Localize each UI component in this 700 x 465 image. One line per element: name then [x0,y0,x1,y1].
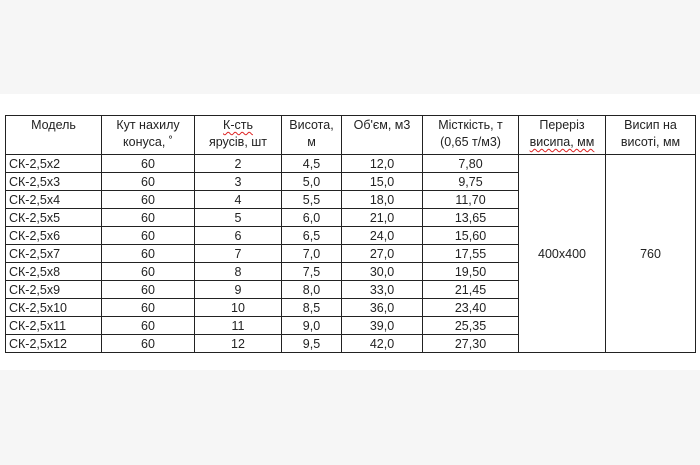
cell-height: 6,0 [282,209,342,227]
cell-height: 7,0 [282,245,342,263]
header-volume: Об'єм, м3 [342,116,423,155]
cell-tiers: 8 [195,263,282,281]
cell-volume: 36,0 [342,299,423,317]
cell-angle: 60 [102,245,195,263]
table-body [6,155,696,353]
cell-volume: 39,0 [342,317,423,335]
cell-model: СК-2,5х5 [6,209,102,227]
cell-volume: 15,0 [342,173,423,191]
cell-angle: 60 [102,227,195,245]
cell-volume: 24,0 [342,227,423,245]
cell-height: 9,5 [282,335,342,353]
cell-angle: 60 [102,191,195,209]
cell-volume: 12,0 [342,155,423,173]
cell-capacity: 9,75 [423,173,519,191]
cell-volume: 42,0 [342,335,423,353]
cell-angle: 60 [102,209,195,227]
cell-capacity: 13,65 [423,209,519,227]
cell-height: 5,0 [282,173,342,191]
cell-tiers: 3 [195,173,282,191]
cell-tiers: 2 [195,155,282,173]
cell-angle: 60 [102,317,195,335]
cell-section-merged: 400х400 [519,155,606,353]
cell-capacity: 23,40 [423,299,519,317]
cell-volume: 27,0 [342,245,423,263]
cell-model: СК-2,5х10 [6,299,102,317]
header-tiers: К-сть ярусів, шт [195,116,282,155]
cell-model: СК-2,5х4 [6,191,102,209]
cell-capacity: 17,55 [423,245,519,263]
cell-model: СК-2,5х9 [6,281,102,299]
header-model: Модель [6,116,102,155]
document-page [0,94,700,370]
cell-height: 8,0 [282,281,342,299]
header-row [6,116,696,155]
cell-capacity: 27,30 [423,335,519,353]
cell-capacity: 11,70 [423,191,519,209]
cell-model: СК-2,5х6 [6,227,102,245]
cell-capacity: 19,50 [423,263,519,281]
cell-capacity: 21,45 [423,281,519,299]
cell-volume: 18,0 [342,191,423,209]
cell-tiers: 12 [195,335,282,353]
header-height: Висота, м [282,116,342,155]
cell-tiers: 4 [195,191,282,209]
cell-outlet-merged: 760 [606,155,696,353]
cell-tiers: 6 [195,227,282,245]
header-section: Переріз висипа, мм [519,116,606,155]
cell-model: СК-2,5х8 [6,263,102,281]
silo-spec-table [5,115,696,353]
cell-model: СК-2,5х11 [6,317,102,335]
cell-capacity: 7,80 [423,155,519,173]
cell-angle: 60 [102,299,195,317]
cell-volume: 30,0 [342,263,423,281]
header-angle: Кут нахилу конуса, ˚ [102,116,195,155]
cell-capacity: 25,35 [423,317,519,335]
cell-volume: 21,0 [342,209,423,227]
cell-tiers: 7 [195,245,282,263]
cell-tiers: 5 [195,209,282,227]
cell-height: 4,5 [282,155,342,173]
cell-model: СК-2,5х2 [6,155,102,173]
cell-height: 5,5 [282,191,342,209]
header-capacity: Місткість, т (0,65 т/м3) [423,116,519,155]
cell-height: 7,5 [282,263,342,281]
cell-model: СК-2,5х7 [6,245,102,263]
header-outlet: Висип на висоті, мм [606,116,696,155]
cell-tiers: 9 [195,281,282,299]
cell-volume: 33,0 [342,281,423,299]
cell-height: 9,0 [282,317,342,335]
cell-angle: 60 [102,173,195,191]
cell-angle: 60 [102,281,195,299]
cell-height: 6,5 [282,227,342,245]
cell-model: СК-2,5х12 [6,335,102,353]
cell-angle: 60 [102,263,195,281]
cell-angle: 60 [102,335,195,353]
cell-model: СК-2,5х3 [6,173,102,191]
cell-angle: 60 [102,155,195,173]
cell-tiers: 11 [195,317,282,335]
cell-tiers: 10 [195,299,282,317]
table-row [6,155,696,173]
cell-height: 8,5 [282,299,342,317]
cell-capacity: 15,60 [423,227,519,245]
